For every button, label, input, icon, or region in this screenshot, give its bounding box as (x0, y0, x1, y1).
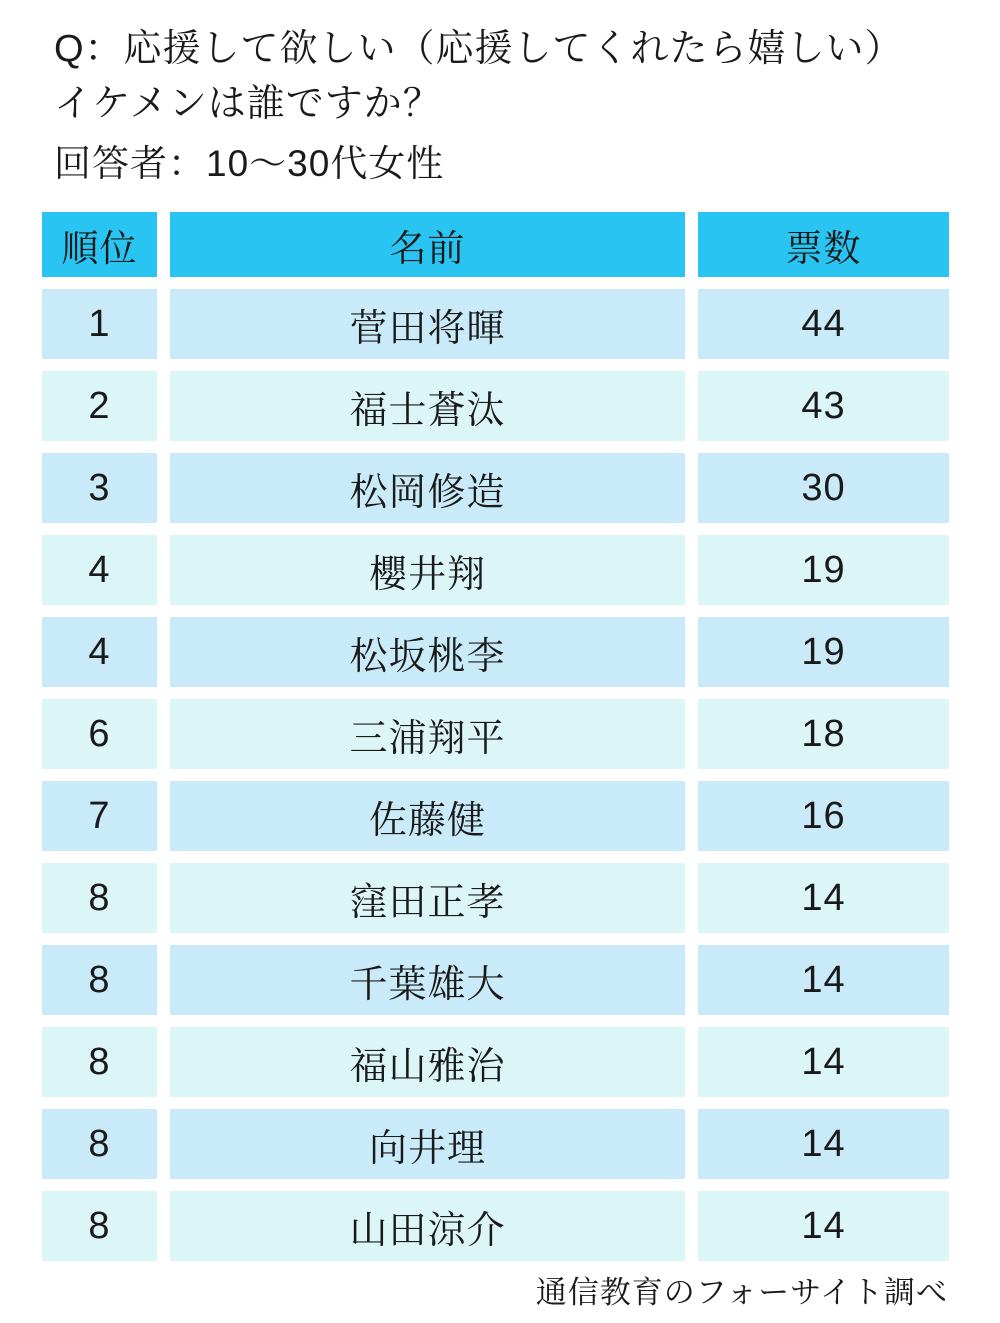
table-row (42, 1027, 949, 1097)
name-cell: 福士蒼汰 (170, 371, 685, 441)
table-header-row (42, 212, 949, 277)
table-row (42, 863, 949, 933)
table-row (42, 617, 949, 687)
votes-cell: 16 (698, 781, 949, 851)
name-cell: 山田涼介 (170, 1191, 685, 1261)
table-row (42, 699, 949, 769)
votes-cell: 43 (698, 371, 949, 441)
table-row (42, 289, 949, 359)
rank-cell: 8 (42, 863, 157, 933)
survey-question-line1: Q：応援して欲しい（応援してくれたら嬉しい） (54, 28, 904, 70)
rank-cell: 8 (42, 1109, 157, 1179)
votes-cell: 18 (698, 699, 949, 769)
votes-cell: 14 (698, 1191, 949, 1261)
rank-cell: 8 (42, 1191, 157, 1261)
votes-cell: 44 (698, 289, 949, 359)
table-row (42, 781, 949, 851)
name-cell: 佐藤健 (170, 781, 685, 851)
name-cell: 菅田将暉 (170, 289, 685, 359)
name-cell: 櫻井翔 (170, 535, 685, 605)
name-cell: 窪田正孝 (170, 863, 685, 933)
table-row (42, 1109, 949, 1179)
rank-cell: 7 (42, 781, 157, 851)
votes-cell: 14 (698, 1109, 949, 1179)
name-cell: 福山雅治 (170, 1027, 685, 1097)
table-row (42, 453, 949, 523)
table-row (42, 371, 949, 441)
votes-cell: 14 (698, 1027, 949, 1097)
survey-question-line2: イケメンは誰ですか？ (54, 83, 442, 125)
column-header-name: 名前 (170, 212, 685, 277)
table-row (42, 535, 949, 605)
rank-cell: 1 (42, 289, 157, 359)
rank-cell: 4 (42, 617, 157, 687)
respondent-info: 回答者：10〜30代女性 (54, 143, 445, 184)
votes-cell: 14 (698, 945, 949, 1015)
rank-cell: 8 (42, 1027, 157, 1097)
survey-question-title (54, 22, 904, 132)
ranking-table (42, 212, 949, 1261)
table-row (42, 1191, 949, 1261)
name-cell: 向井理 (170, 1109, 685, 1179)
votes-cell: 14 (698, 863, 949, 933)
votes-cell: 19 (698, 617, 949, 687)
rank-cell: 3 (42, 453, 157, 523)
name-cell: 松岡修造 (170, 453, 685, 523)
votes-cell: 30 (698, 453, 949, 523)
votes-cell: 19 (698, 535, 949, 605)
rank-cell: 6 (42, 699, 157, 769)
column-header-votes: 票数 (698, 212, 949, 277)
column-header-rank: 順位 (42, 212, 157, 277)
rank-cell: 4 (42, 535, 157, 605)
survey-source-credit: 通信教育のフォーサイト調べ (535, 1275, 948, 1310)
name-cell: 三浦翔平 (170, 699, 685, 769)
rank-cell: 8 (42, 945, 157, 1015)
rank-cell: 2 (42, 371, 157, 441)
name-cell: 松坂桃李 (170, 617, 685, 687)
name-cell: 千葉雄大 (170, 945, 685, 1015)
table-row (42, 945, 949, 1015)
